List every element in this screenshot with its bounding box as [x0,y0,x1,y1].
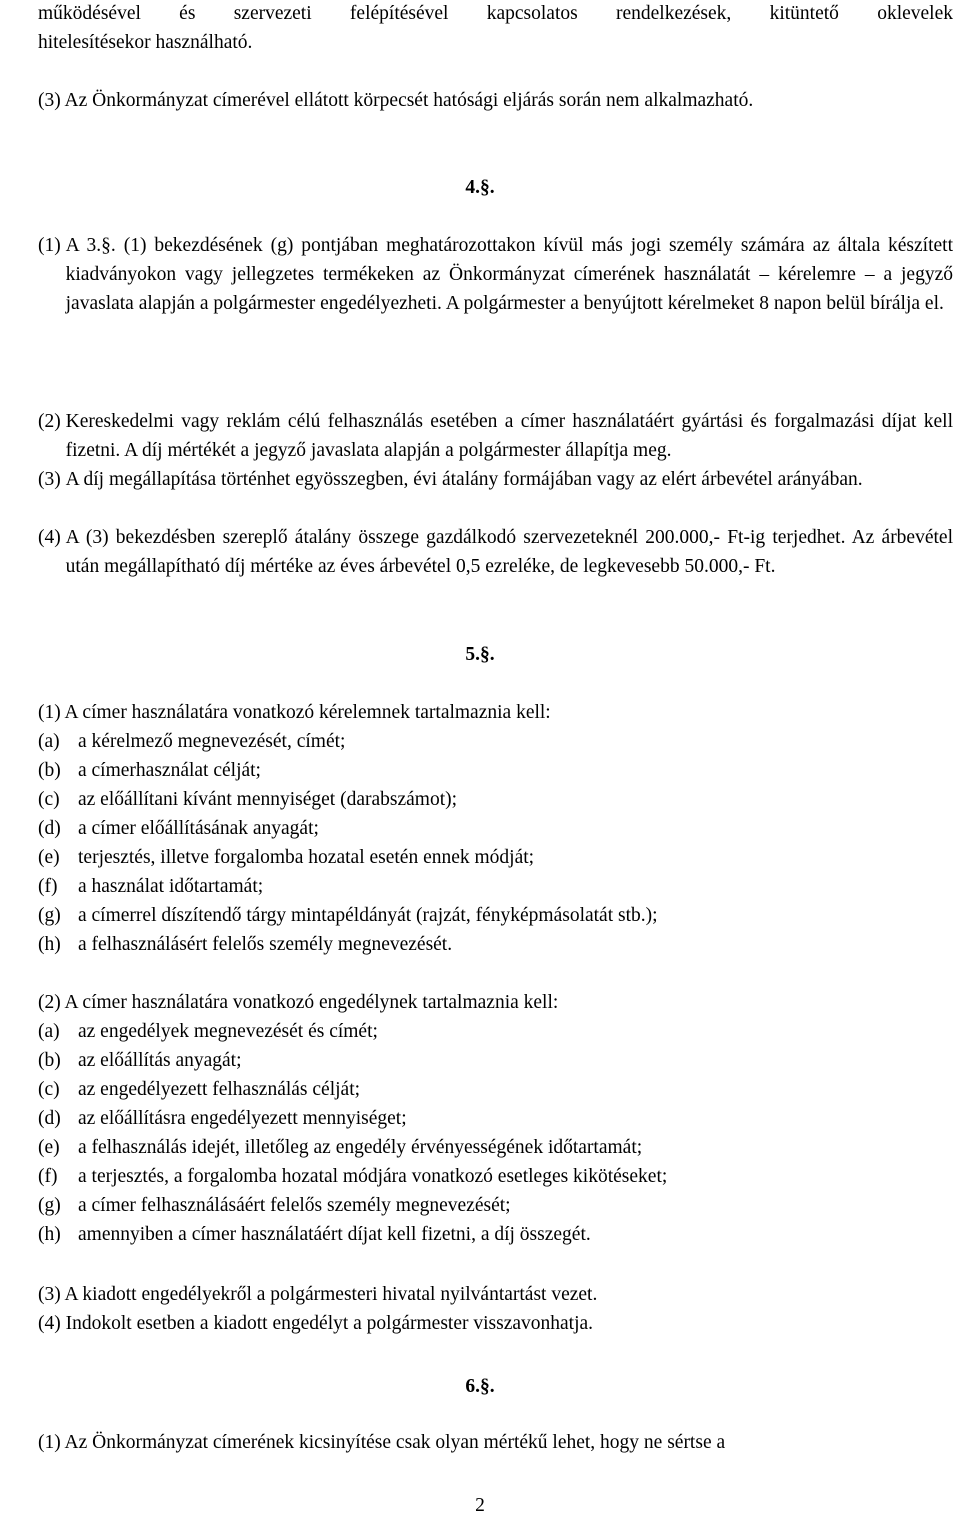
section-4-paragraph-2 [38,407,953,465]
list-item-text: az engedélyezett felhasználás célját; [78,1079,361,1100]
list-item-letter: (h) [38,1224,61,1245]
list-item-text: a kérelmező megnevezését, címét; [78,731,346,752]
list-item-letter: (c) [38,789,60,810]
list-item [38,814,953,843]
section-5-paragraph-4: (4) Indokolt esetben a kiadott engedélyt a polgármester visszavonhatja. [38,1313,594,1334]
list-item [38,1220,953,1249]
list-item-text: az engedélyek megnevezését és címét; [78,1021,378,1042]
paragraph-text: A díj megállapítása történhet egyösszegben, évi átalány formájában vagy az elért árbevétel arányában. [65,469,863,490]
list-item [38,785,953,814]
page-number: 2 [475,1495,485,1516]
list-item [38,843,953,872]
list-item-text: a címerrel díszítendő tárgy mintapéldányát (rajzát, fényképmásolatát stb.); [78,905,658,926]
list-item [38,756,953,785]
list-item [38,727,953,756]
paragraph-text: Kereskedelmi vagy reklám célú felhasználás esetében a címer használatáért gyártási és forgalmazási díjat kell fizetni. A díj mértékét a jegyző javaslata alapján a polgármester állapítja meg. [65,411,953,461]
paragraph-text: A 3.§. (1) bekezdésének (g) pontjában meghatározottakon kívül más jogi személy számára az általa készített kiadványokon vagy jellegzetes termékeken az Önkormányzat címerének használatát – kérelemre – a jegyző javaslata alapján a polgármester engedélyezheti. A polgármester a benyújtott kérelmeket 8 napon belül bírálja el. [65,235,953,314]
list-item-text: az előállításra engedélyezett mennyiséget; [78,1108,407,1129]
section-6-heading: 6.§. [465,1376,495,1397]
list-item-letter: (a) [38,1021,60,1042]
list-item [38,1046,953,1075]
list-item-text: a felhasználás idejét, illetőleg az engedély érvényességének időtartamát; [78,1137,643,1158]
list-item-text: a használat időtartamát; [78,876,264,897]
list-item [38,872,953,901]
list-item-text: amennyiben a címer használatáért díjat kell fizetni, a díj összegét. [78,1224,591,1245]
list-item [38,1191,953,1220]
list-item-text: a terjesztés, a forgalomba hozatal módjára vonatkozó esetleges kikötéseket; [78,1166,668,1187]
carryover-line-1: működésével és szervezeti felépítésével kapcsolatos rendelkezések, kitüntető oklevelek [38,3,953,24]
list-item [38,1133,953,1162]
list-item-letter: (e) [38,847,60,868]
list-item [38,901,953,930]
section-5-request-requirements-list [38,727,953,959]
list-item-text: a címer előállításának anyagát; [78,818,319,839]
section-4-paragraph-1 [38,231,953,318]
paragraph-number: (3) [38,469,66,490]
list-item-letter: (g) [38,1195,61,1216]
list-item-text: a címer felhasználásáért felelős személy megnevezését; [78,1195,511,1216]
paragraph-number: (2) [38,411,66,432]
list-item [38,930,953,959]
section-5-paragraph-1-intro: (1) A címer használatára vonatkozó kérelemnek tartalmaznia kell: [38,702,551,723]
carryover-paragraph [38,0,953,57]
paragraph-number: (4) [38,527,66,548]
section-4-paragraph-4 [38,523,953,581]
carryover-line-2: hitelesítésekor használható. [38,32,253,53]
list-item-text: terjesztés, illetve forgalomba hozatal esetén ennek módját; [78,847,535,868]
paragraph-text: A (3) bekezdésben szereplő átalány összege gazdálkodó szervezeteknél 200.000,- Ft-ig terjedhet. Az árbevétel után megállapítható díj mértéke az éves árbevétel 0,5 ezreléke, de legkevesebb 50.000,- Ft. [65,527,953,577]
list-item-letter: (c) [38,1079,60,1100]
list-item-letter: (a) [38,731,60,752]
list-item [38,1104,953,1133]
paragraph-number: (1) [38,235,66,256]
section-5-paragraph-3: (3) A kiadott engedélyekről a polgármesteri hivatal nyilvántartást vezet. [38,1284,598,1305]
section-3-paragraph-3: (3) Az Önkormányzat címerével ellátott körpecsét hatósági eljárás során nem alkalmazható. [38,90,754,111]
list-item-letter: (e) [38,1137,60,1158]
section-4-heading: 4.§. [465,177,495,198]
list-item-letter: (f) [38,1166,58,1187]
list-item-letter: (h) [38,934,61,955]
list-item-text: a felhasználásért felelős személy megnevezését. [78,934,453,955]
list-item [38,1075,953,1104]
section-4-paragraph-3 [38,465,953,494]
list-item-letter: (d) [38,818,61,839]
list-item [38,1162,953,1191]
list-item [38,1017,953,1046]
section-5-permit-requirements-list [38,1017,953,1249]
section-5-paragraph-2-intro: (2) A címer használatára vonatkozó engedélynek tartalmaznia kell: [38,992,559,1013]
list-item-letter: (b) [38,1050,61,1071]
section-5-heading: 5.§. [465,644,495,665]
list-item-letter: (d) [38,1108,61,1129]
list-item-text: az előállítás anyagát; [78,1050,242,1071]
list-item-letter: (b) [38,760,61,781]
list-item-text: a címerhasználat célját; [78,760,261,781]
list-item-letter: (g) [38,905,61,926]
list-item-letter: (f) [38,876,58,897]
list-item-text: az előállítani kívánt mennyiséget (darabszámot); [78,789,458,810]
section-6-paragraph-1: (1) Az Önkormányzat címerének kicsinyítése csak olyan mértékű lehet, hogy ne sértse a [38,1432,726,1453]
